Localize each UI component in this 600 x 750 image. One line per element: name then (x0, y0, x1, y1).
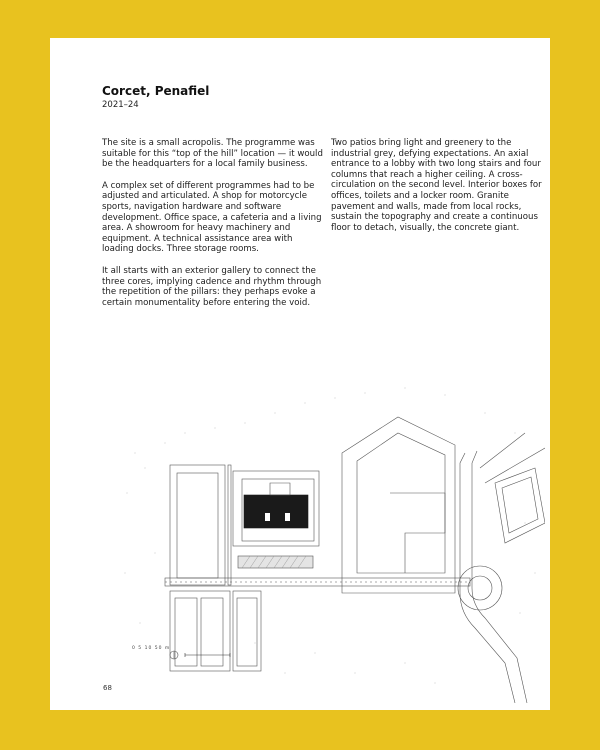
text-column-right (331, 138, 551, 244)
page-number: 68 (103, 684, 112, 692)
project-title: Corcet, Penafiel (102, 84, 210, 98)
project-years: 2021–24 (102, 100, 139, 110)
text-column-left (102, 138, 326, 319)
scale-bar-label: 0 5 10 50 m (132, 646, 171, 651)
paragraph: Two patios bring light and greenery to the industrial grey, defying expectations. An axial entrance to a lobby with two long stairs and four columns that reach a higher ceiling. A cross-circulation on the second level. Interior boxes for offices, toilets and a locker room. Granite pavement and walls, made from local rocks, sustain the topography and create a continuous floor to detach, visually, the concrete giant. (331, 138, 542, 233)
site-plan-drawing (105, 373, 545, 703)
vegetation-stipple (124, 387, 535, 683)
paragraph: The site is a small acropolis. The programme was suitable for this “top of the hill” location — it would be the headquarters for a local family business. (102, 138, 323, 170)
book-page (50, 38, 550, 710)
paragraph: A complex set of different programmes had to be adjusted and articulated. A shop for motorcycle sports, navigation hardware and software development. Office space, a cafeteria and a living area. A showroom for heavy machinery and equipment. A technical assistance area with loading docks. Three storage rooms. (102, 180, 322, 255)
paragraph: It all starts with an exterior gallery to connect the three cores, implying cadence and rhythm through the repetition of the pillars: they perhaps evoke a certain monumentality before entering the void. (102, 265, 322, 308)
